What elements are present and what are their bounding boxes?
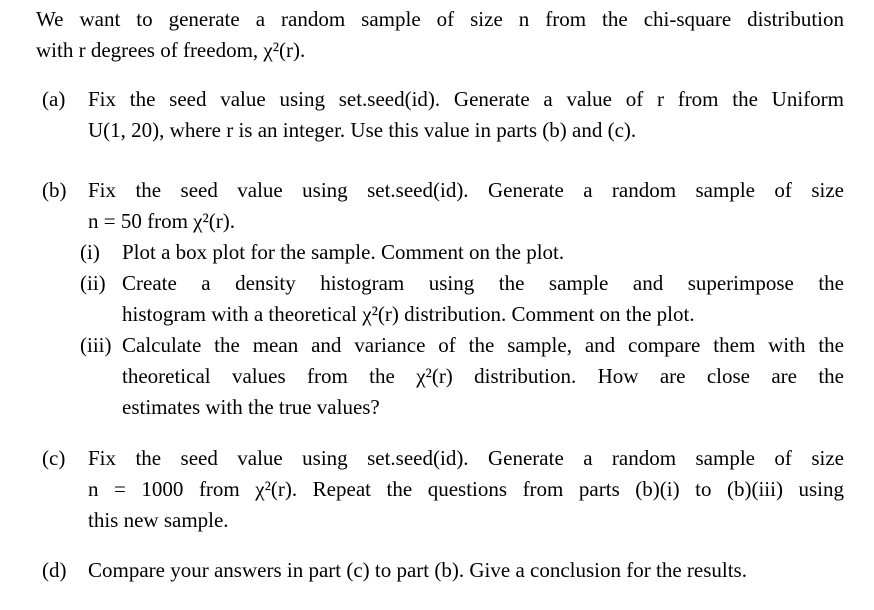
part-b-ii-line-2: histogram with a theoretical χ²(r) distribution. Comment on the plot. [122, 302, 695, 326]
part-b-i-label: (i) [80, 240, 100, 264]
part-c-label: (c) [42, 446, 66, 470]
part-b-line-2: n = 50 from χ²(r). [88, 209, 236, 233]
part-b-ii-label: (ii) [80, 271, 106, 295]
part-a-label: (a) [42, 87, 66, 111]
part-b-iii-line-3: estimates with the true values? [122, 395, 380, 419]
part-c-line-2: n = 1000 from χ²(r). Repeat the questions from parts (b)(i) to (b)(iii) using [88, 477, 844, 501]
part-b-ii-line-1: Create a density histogram using the sample and superimpose the [122, 271, 844, 295]
intro-line-1: We want to generate a random sample of size n from the chi-square distribution [36, 7, 844, 31]
part-b-iii-line-2: theoretical values from the χ²(r) distribution. How are close are the [122, 364, 844, 388]
part-b-line-1: Fix the seed value using set.seed(id). Generate a random sample of size [88, 178, 844, 202]
part-b-iii-line-1: Calculate the mean and variance of the sample, and compare them with the [122, 333, 844, 357]
part-b-iii-label: (iii) [80, 333, 112, 357]
part-b-i-line-1: Plot a box plot for the sample. Comment on the plot. [122, 240, 565, 264]
part-a-line-1: Fix the seed value using set.seed(id). Generate a value of r from the Uniform [88, 87, 844, 111]
part-c-line-3: this new sample. [88, 508, 229, 532]
part-d-line-1: Compare your answers in part (c) to part (b). Give a conclusion for the results. [88, 558, 747, 582]
part-b-label: (b) [42, 178, 67, 202]
intro-line-2: with r degrees of freedom, χ²(r). [36, 38, 306, 62]
part-d-label: (d) [42, 558, 67, 582]
part-a-line-2: U(1, 20), where r is an integer. Use this value in parts (b) and (c). [88, 118, 637, 142]
part-c-line-1: Fix the seed value using set.seed(id). Generate a random sample of size [88, 446, 844, 470]
